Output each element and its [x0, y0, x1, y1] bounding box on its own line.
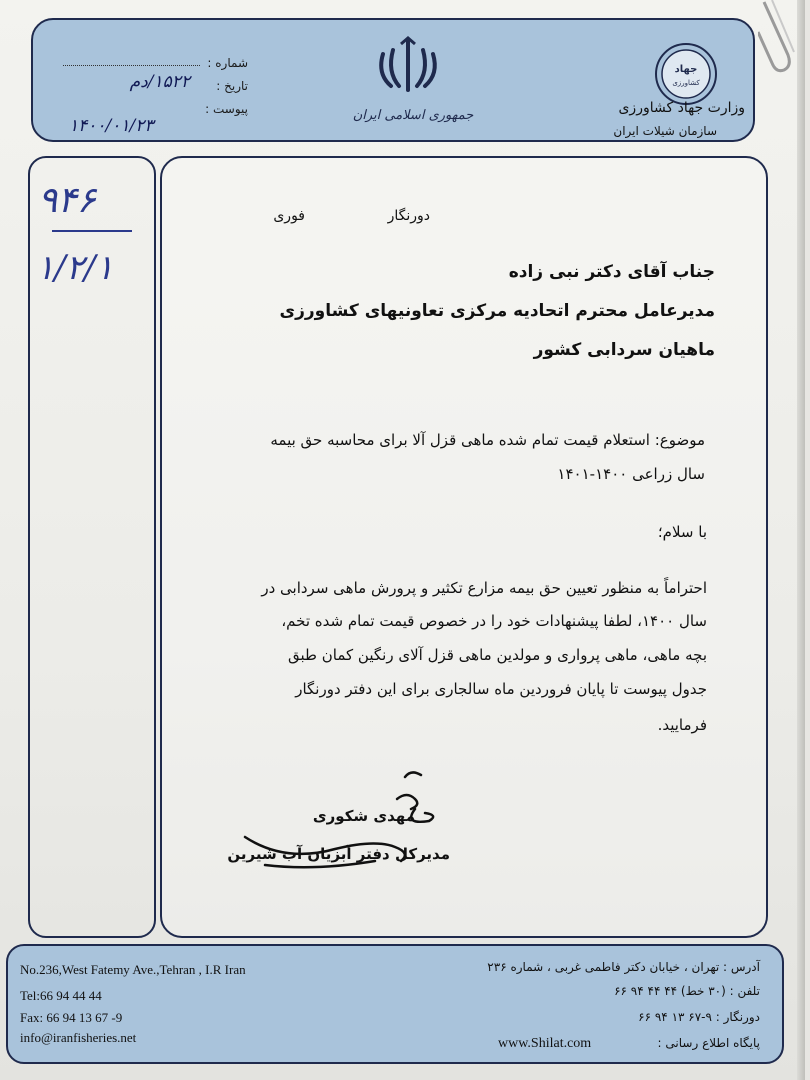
footer-fa-tel: تلفن : (۳۰ خط) ۴۴ ۴۴ ۹۴ ۶۶	[614, 984, 760, 998]
footer-en-tel: Tel:66 94 44 44	[20, 988, 102, 1003]
subject-line: سال زراعی ۱۴۰۰-۱۴۰۱	[557, 465, 705, 483]
footer-fa-fax: دورنگار : ۹-۶۷ ۱۳ ۹۴ ۶۶	[638, 1010, 760, 1024]
body-line: فرمایید.	[657, 716, 707, 734]
body-line: احتراماً به منظور تعیین حق بیمه مزارع تکثیر و پرورش ماهی سردابی در	[261, 579, 707, 597]
addressee-line: جناب آقای دکتر نبی زاده	[508, 262, 715, 282]
signer-name: مهدی شکوری	[312, 807, 415, 825]
svg-text:کشاورزی: کشاورزی	[672, 79, 700, 87]
addressee-line: مدیرعامل محترم اتحادیه مرکزی تعاونیهای کشاورزی	[279, 301, 715, 321]
footer-fa-address: آدرس : تهران ، خیابان دکتر فاطمی غربی ، شماره ۲۳۶	[487, 960, 760, 974]
footer-fa-website-label: پایگاه اطلاع رسانی :	[657, 1036, 760, 1050]
number-value: ۱۵۲۲/دم	[129, 72, 190, 92]
signer-title: مدیرکل دفتر آبزیان آب شیرین	[227, 845, 450, 863]
paper-clip-icon	[758, 0, 798, 75]
urgent-mark: فوری	[273, 208, 305, 224]
date-value: ۱۴۰۰/۰۱/۲۳	[69, 116, 154, 136]
handwritten-register-number: ۹۴۶	[38, 180, 97, 221]
jahad-logo-icon	[654, 42, 718, 106]
date-label: تاریخ :	[216, 79, 248, 93]
handwritten-divider	[52, 230, 132, 232]
letterhead	[31, 18, 755, 142]
emblem-caption: جمهوری اسلامی ایران	[352, 108, 474, 123]
greeting: با سلام؛	[657, 523, 707, 541]
subject-line: موضوع: استعلام قیمت تمام شده ماهی قزل آلا برای محاسبه حق بیمه	[270, 431, 705, 449]
paper-edge	[797, 0, 805, 1080]
footer-en-fax: Fax: 66 94 13 67 -9	[20, 1010, 123, 1025]
handwritten-register-date: ۱/۲/۱	[36, 248, 114, 288]
body-line: بچه ماهی، ماهی پرواری و مولدین ماهی قزل آلای رنگین کمان طبق	[288, 646, 707, 664]
svg-text:جهاد: جهاد	[674, 64, 698, 75]
organization-name: سازمان شیلات ایران	[613, 124, 717, 138]
date-row	[63, 72, 248, 98]
attachment-label: پیوست :	[205, 102, 248, 116]
body-line: جدول پیوست تا پایان فروردین ماه سالجاری برای این دفتر دورنگار	[295, 680, 707, 698]
fax-mark: دورنگار	[387, 208, 430, 224]
iran-emblem-icon	[373, 36, 443, 96]
letter-footer	[6, 944, 784, 1064]
ministry-name: وزارت جهاد کشاورزی	[618, 100, 745, 116]
footer-website-link[interactable]: www.Shilat.com	[498, 1036, 592, 1051]
footer-en-email[interactable]: info@iranfisheries.net	[20, 1030, 137, 1045]
reference-fields	[63, 52, 248, 121]
number-label: شماره :	[207, 56, 248, 70]
number-dots	[63, 65, 200, 66]
body-line: سال ۱۴۰۰، لطفا پیشنهادات خود را در خصوص قیمت تمام شده تخم،	[281, 612, 707, 630]
footer-en-address: No.236,West Fatemy Ave.,Tehran , I.R Iran	[20, 962, 246, 977]
addressee-line: ماهیان سردابی کشور	[533, 340, 715, 360]
